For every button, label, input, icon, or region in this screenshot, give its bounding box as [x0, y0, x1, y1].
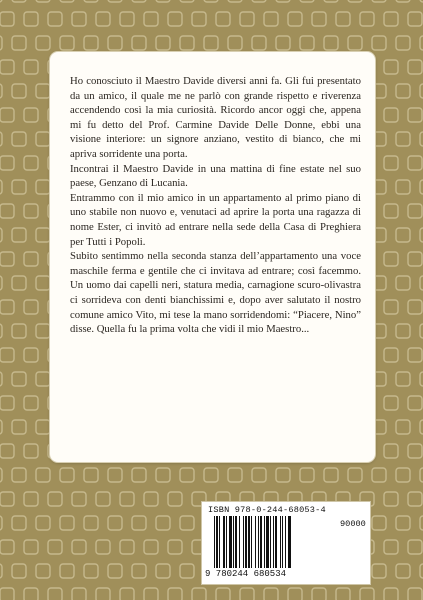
pattern-tile: [24, 444, 38, 458]
pattern-tile: [0, 540, 14, 554]
pattern-tile: [384, 12, 398, 26]
pattern-tile: [396, 36, 410, 50]
pattern-tile: [24, 252, 38, 266]
pattern-tile: [12, 132, 26, 146]
pattern-tile: [36, 372, 50, 386]
pattern-tile: [84, 36, 98, 50]
pattern-tile: [84, 516, 98, 530]
pattern-tile: [300, 468, 314, 482]
pattern-tile: [0, 372, 2, 386]
pattern-tile: [336, 12, 350, 26]
barcode-bar: [255, 516, 256, 568]
pattern-tile: [360, 588, 374, 600]
pattern-tile: [384, 252, 398, 266]
pattern-tile: [264, 12, 278, 26]
pattern-tile: [36, 564, 50, 578]
barcode-bar: [280, 516, 281, 568]
pattern-tile: [120, 492, 134, 506]
pattern-tile: [12, 372, 26, 386]
barcode-bar: [245, 516, 247, 568]
pattern-tile: [312, 588, 326, 600]
pattern-tile: [36, 324, 50, 338]
pattern-tile: [48, 12, 62, 26]
pattern-tile: [12, 324, 26, 338]
pattern-tile: [0, 0, 2, 2]
pattern-tile: [396, 180, 410, 194]
pattern-tile: [24, 204, 38, 218]
pattern-tile: [72, 492, 86, 506]
pattern-tile: [24, 300, 38, 314]
pattern-tile: [396, 84, 410, 98]
pattern-tile: [24, 12, 38, 26]
pattern-tile: [36, 36, 50, 50]
pattern-tile: [408, 252, 422, 266]
pattern-tile: [0, 516, 2, 530]
pattern-tile: [396, 372, 410, 386]
pattern-tile: [180, 36, 194, 50]
barcode-bar: [273, 516, 274, 568]
pattern-tile: [24, 588, 38, 600]
pattern-tile: [216, 12, 230, 26]
pattern-tile: [60, 36, 74, 50]
pattern-tile: [108, 468, 122, 482]
pattern-tile: [36, 276, 50, 290]
pattern-tile: [180, 564, 194, 578]
pattern-tile: [0, 564, 2, 578]
pattern-tile: [408, 12, 422, 26]
pattern-tile: [84, 468, 98, 482]
pattern-tile: [0, 492, 14, 506]
barcode-bar: [285, 516, 286, 568]
pattern-tile: [396, 468, 410, 482]
pattern-tile: [408, 444, 422, 458]
barcode-bar: [223, 516, 225, 568]
pattern-tile: [60, 0, 74, 2]
pattern-tile: [384, 108, 398, 122]
pattern-tile: [348, 36, 362, 50]
pattern-tile: [0, 300, 14, 314]
pattern-tile: [216, 588, 230, 600]
pattern-tile: [24, 540, 38, 554]
pattern-tile: [36, 180, 50, 194]
pattern-tile: [0, 204, 14, 218]
pattern-tile: [0, 588, 14, 600]
barcode-bar: [288, 516, 291, 568]
pattern-tile: [204, 468, 218, 482]
pattern-tile: [24, 396, 38, 410]
barcode-bar: [248, 516, 250, 568]
pattern-tile: [12, 468, 26, 482]
barcode-bars: [214, 516, 338, 570]
pattern-tile: [396, 276, 410, 290]
pattern-tile: [288, 12, 302, 26]
pattern-tile: [156, 36, 170, 50]
pattern-tile: [36, 516, 50, 530]
pattern-tile: [84, 564, 98, 578]
pattern-tile: [132, 516, 146, 530]
pattern-tile: [0, 444, 14, 458]
pattern-tile: [408, 60, 422, 74]
barcode-box: [202, 502, 370, 584]
pattern-tile: [0, 228, 2, 242]
pattern-tile: [324, 0, 338, 2]
pattern-tile: [192, 588, 206, 600]
pattern-tile: [384, 588, 398, 600]
pattern-tile: [96, 492, 110, 506]
pattern-tile: [228, 36, 242, 50]
barcode-bar: [219, 516, 220, 568]
pattern-tile: [396, 564, 410, 578]
paragraph-4: Subito sentimmo nella seconda stanza dell’appartamento una voce maschile ferma e gentile che ci invitava ad entrare; così facemmo. Un uomo dai capelli neri, statura media, carnagione scuro-olivastra ci sorrideva con denti bianchissimi e, dopo aver salutato il nostro comune amico Vito, mi tese la mano sorridendomi: “Piacere, Nino” disse. Quella fu la prima volta che vidi il mio Maestro...: [70, 250, 361, 336]
pattern-tile: [408, 156, 422, 170]
pattern-tile: [12, 0, 26, 2]
pattern-tile: [48, 540, 62, 554]
pattern-tile: [180, 516, 194, 530]
pattern-tile: [384, 156, 398, 170]
pattern-tile: [288, 588, 302, 600]
barcode-bar: [260, 516, 262, 568]
pattern-tile: [0, 108, 14, 122]
pattern-tile: [12, 516, 26, 530]
pattern-tile: [276, 468, 290, 482]
pattern-tile: [120, 588, 134, 600]
pattern-tile: [384, 204, 398, 218]
barcode-bar: [264, 516, 265, 568]
text-panel: [50, 52, 375, 462]
pattern-tile: [108, 516, 122, 530]
pattern-tile: [12, 180, 26, 194]
barcode-bar: [233, 516, 234, 568]
pattern-tile: [372, 36, 386, 50]
pattern-tile: [72, 588, 86, 600]
pattern-tile: [264, 588, 278, 600]
pattern-tile: [108, 36, 122, 50]
pattern-tile: [408, 396, 422, 410]
pattern-tile: [408, 108, 422, 122]
pattern-tile: [252, 468, 266, 482]
pattern-tile: [36, 420, 50, 434]
pattern-tile: [228, 0, 242, 2]
paragraph-2: Incontrai il Maestro Davide in una mattina di fine estate nel suo paese, Genzano di Lucania.: [70, 162, 361, 190]
pattern-tile: [96, 540, 110, 554]
pattern-tile: [204, 0, 218, 2]
pattern-tile: [84, 0, 98, 2]
pattern-tile: [156, 0, 170, 2]
pattern-tile: [36, 132, 50, 146]
pattern-tile: [0, 252, 14, 266]
pattern-tile: [408, 540, 422, 554]
pattern-tile: [372, 564, 386, 578]
paragraph-3: Entrammo con il mio amico in un appartamento al primo piano di uno stabile non nuovo e, venutaci ad aprire la porta una ragazza di nome Ester, ci invitò ad entrare nella sede della Casa di Preghiera per Tutti i Popoli.: [70, 191, 361, 248]
pattern-tile: [396, 420, 410, 434]
pattern-tile: [24, 348, 38, 362]
pattern-tile: [396, 516, 410, 530]
pattern-tile: [384, 492, 398, 506]
pattern-tile: [204, 36, 218, 50]
pattern-tile: [0, 468, 2, 482]
barcode-bar: [226, 516, 227, 568]
pattern-tile: [372, 468, 386, 482]
pattern-tile: [168, 540, 182, 554]
barcode-bar: [282, 516, 283, 568]
barcode-bar: [239, 516, 240, 568]
pattern-tile: [180, 468, 194, 482]
pattern-tile: [348, 468, 362, 482]
pattern-tile: [60, 564, 74, 578]
pattern-tile: [12, 564, 26, 578]
pattern-tile: [0, 84, 2, 98]
isbn-label: ISBN 978-0-244-68053-4: [208, 505, 326, 515]
pattern-tile: [96, 12, 110, 26]
pattern-tile: [0, 156, 14, 170]
pattern-tile: [324, 36, 338, 50]
pattern-tile: [276, 36, 290, 50]
pattern-tile: [12, 228, 26, 242]
pattern-tile: [384, 444, 398, 458]
barcode-bar: [229, 516, 232, 568]
pattern-tile: [60, 516, 74, 530]
pattern-tile: [96, 588, 110, 600]
pattern-tile: [144, 540, 158, 554]
pattern-tile: [24, 492, 38, 506]
pattern-tile: [72, 12, 86, 26]
pattern-tile: [408, 492, 422, 506]
pattern-tile: [12, 420, 26, 434]
pattern-tile: [0, 324, 2, 338]
barcode-bar: [216, 516, 218, 568]
pattern-tile: [336, 588, 350, 600]
barcode-bar: [275, 516, 277, 568]
pattern-tile: [0, 396, 14, 410]
pattern-tile: [408, 588, 422, 600]
pattern-tile: [120, 12, 134, 26]
pattern-tile: [396, 0, 410, 2]
pattern-tile: [252, 0, 266, 2]
pattern-tile: [408, 300, 422, 314]
pattern-tile: [192, 12, 206, 26]
pattern-tile: [324, 468, 338, 482]
pattern-tile: [144, 492, 158, 506]
pattern-tile: [12, 84, 26, 98]
pattern-tile: [156, 468, 170, 482]
pattern-tile: [384, 396, 398, 410]
pattern-tile: [24, 60, 38, 74]
pattern-tile: [36, 468, 50, 482]
pattern-tile: [132, 36, 146, 50]
barcode-bar: [235, 516, 237, 568]
pattern-tile: [156, 516, 170, 530]
pattern-tile: [348, 0, 362, 2]
barcode-bar: [251, 516, 252, 568]
pattern-tile: [228, 468, 242, 482]
pattern-tile: [300, 0, 314, 2]
barcode-bar: [214, 516, 215, 568]
price-code: 90000: [340, 519, 366, 529]
pattern-tile: [300, 36, 314, 50]
pattern-tile: [48, 492, 62, 506]
pattern-tile: [144, 588, 158, 600]
pattern-tile: [0, 180, 2, 194]
pattern-tile: [384, 540, 398, 554]
pattern-tile: [0, 60, 14, 74]
barcode-digits: 9 780244 680534: [205, 569, 287, 579]
barcode-bar: [258, 516, 259, 568]
pattern-tile: [372, 0, 386, 2]
pattern-tile: [0, 420, 2, 434]
pattern-tile: [72, 540, 86, 554]
pattern-tile: [384, 300, 398, 314]
pattern-tile: [360, 12, 374, 26]
pattern-tile: [12, 36, 26, 50]
pattern-tile: [384, 60, 398, 74]
paragraph-1: Ho conosciuto il Maestro Davide diversi anni fa. Gli fui presentato da un amico, il quale me ne parlò con grande rispetto e riverenza accendendo così la mia curiosità. Ricordo ancor oggi che, appena mi fu detto del Prof. Carmine Davide Delle Donne, ebbi una visione interiore: un signore anziano, vestito di bianco, che mi apriva sorridente una porta.: [70, 75, 361, 160]
pattern-tile: [48, 588, 62, 600]
pattern-tile: [0, 132, 2, 146]
pattern-tile: [120, 540, 134, 554]
pattern-tile: [408, 204, 422, 218]
pattern-tile: [240, 12, 254, 26]
pattern-tile: [132, 0, 146, 2]
pattern-tile: [132, 468, 146, 482]
pattern-tile: [252, 36, 266, 50]
pattern-tile: [0, 276, 2, 290]
pattern-tile: [168, 588, 182, 600]
barcode-bar: [243, 516, 244, 568]
pattern-tile: [132, 564, 146, 578]
pattern-tile: [36, 228, 50, 242]
pattern-tile: [408, 348, 422, 362]
pattern-tile: [60, 468, 74, 482]
pattern-tile: [0, 348, 14, 362]
pattern-tile: [144, 12, 158, 26]
pattern-tile: [24, 156, 38, 170]
pattern-tile: [12, 276, 26, 290]
pattern-tile: [108, 0, 122, 2]
pattern-tile: [24, 108, 38, 122]
pattern-tile: [384, 348, 398, 362]
pattern-tile: [156, 564, 170, 578]
pattern-tile: [276, 0, 290, 2]
pattern-tile: [312, 12, 326, 26]
pattern-tile: [396, 324, 410, 338]
pattern-tile: [36, 84, 50, 98]
pattern-tile: [36, 0, 50, 2]
pattern-tile: [396, 132, 410, 146]
pattern-tile: [372, 516, 386, 530]
pattern-tile: [240, 588, 254, 600]
pattern-tile: [168, 492, 182, 506]
pattern-tile: [168, 12, 182, 26]
pattern-tile: [0, 12, 14, 26]
pattern-tile: [0, 36, 2, 50]
pattern-tile: [108, 564, 122, 578]
barcode-bar: [266, 516, 269, 568]
pattern-tile: [180, 0, 194, 2]
barcode-bar: [270, 516, 271, 568]
pattern-tile: [396, 228, 410, 242]
